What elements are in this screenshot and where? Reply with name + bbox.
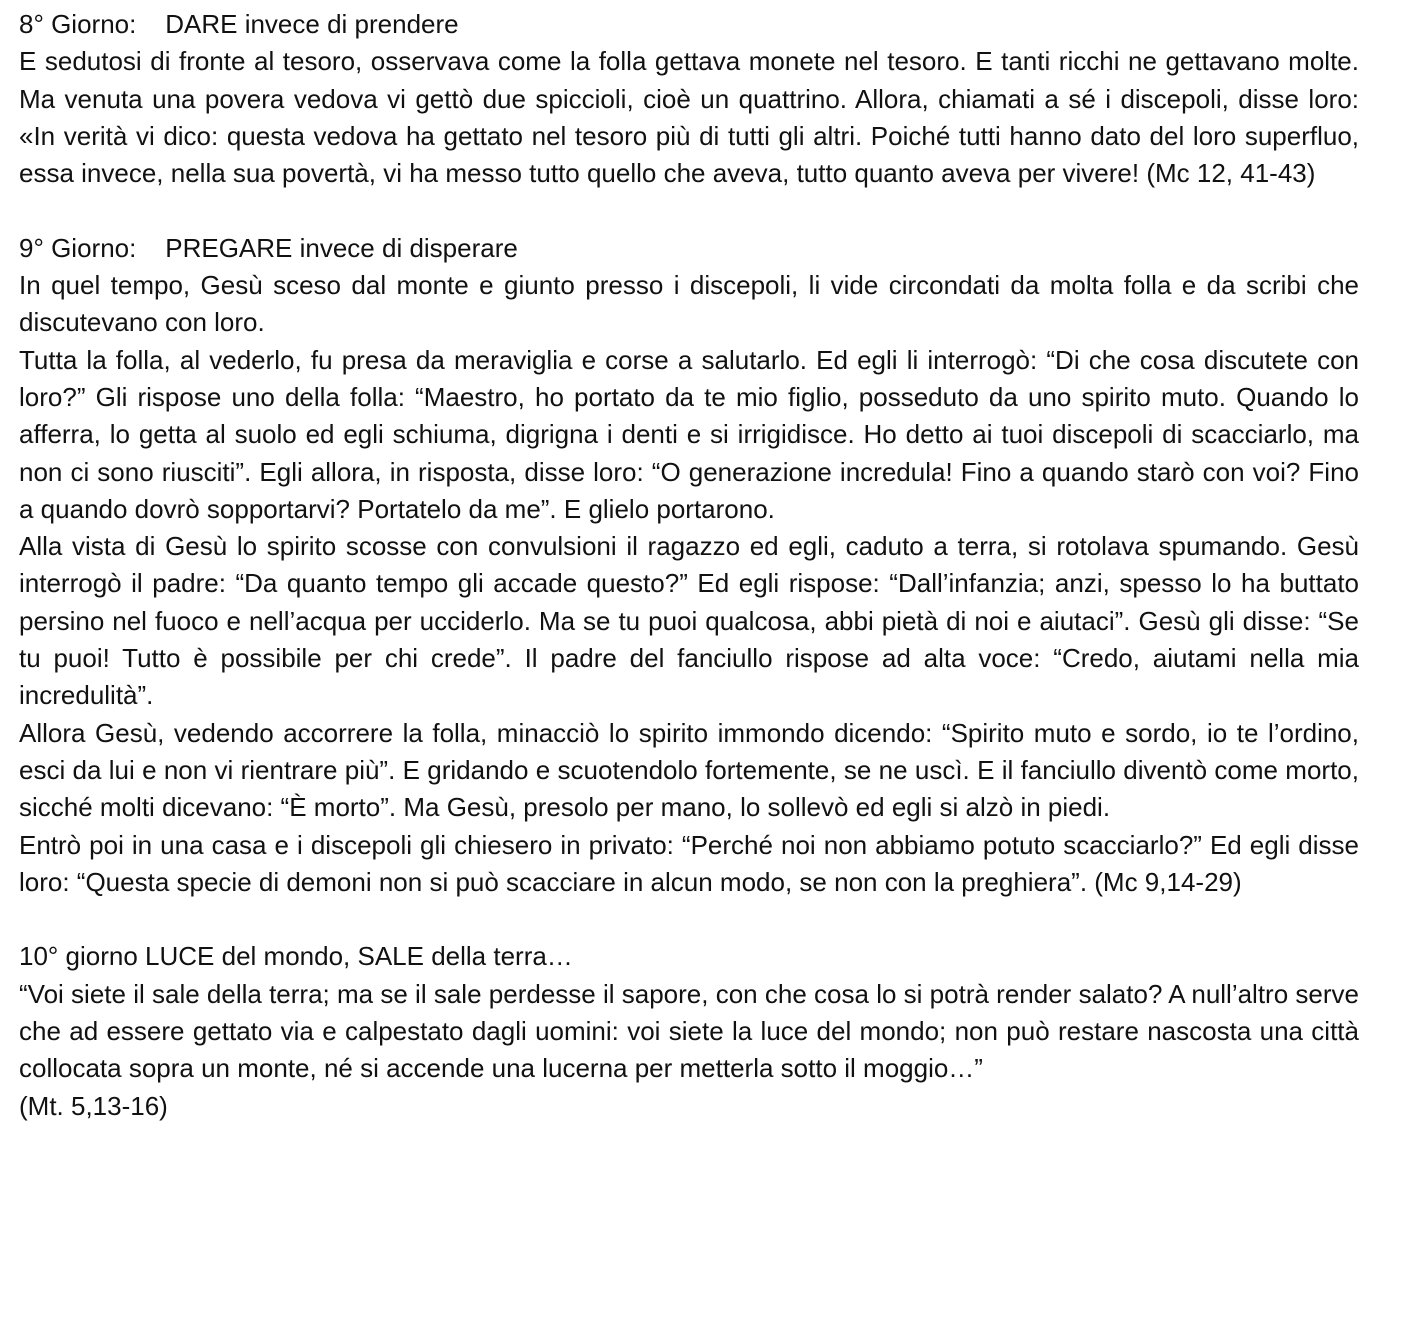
day-8-text: E sedutosi di fronte al tesoro, osservava come la folla gettava monete nel tesoro. E tanti ricchi ne gettavano molte. Ma venuta una povera vedova vi gettò due spiccioli, cioè un quattrino. Allora, chiamati a sé i discepoli, disse loro: «In verità vi dico: questa vedova ha gettato nel tesoro più di tutti gli altri. Poiché tutti hanno dato del loro superfluo, essa invece, nella sua povertà, vi ha messo tutto quello che aveva, tutto quanto aveva per vivere! (Mc 12, 41-43) xyxy=(19,46,1359,189)
document-page xyxy=(19,6,1359,1125)
spacer xyxy=(19,901,1359,938)
day-9-paragraph: Entrò poi in una casa e i discepoli gli chiesero in privato: “Perché noi non abbiamo potuto scacciarlo?” Ed egli disse loro: “Questa specie di demoni non si può scacciare in alcun modo, se non con la preghiera”. (Mc 9,14-29) xyxy=(19,829,1359,897)
spacer xyxy=(19,192,1359,229)
day-8-heading: 8° Giorno: DARE invece di prendere xyxy=(19,9,459,39)
day-9-paragraph: Tutta la folla, al vederlo, fu presa da meraviglia e corse a salutarlo. Ed egli li interrogò: “Di che cosa discutete con loro?” Gli rispose uno della folla: “Maestro, ho portato da te mio figlio, posseduto da uno spirito muto. Quando lo afferra, lo getta al suolo ed egli schiuma, digrigna i denti e si irrigidisce. Ho detto ai tuoi discepoli di scacciarlo, ma non ci sono riusciti”. Egli allora, in risposta, disse loro: “O generazione incredula! Fino a quando starò con voi? Fino a quando dovrò sopportarvi? Portatelo da me”. E glielo portarono. xyxy=(19,344,1359,524)
day-10-heading: 10° giorno LUCE del mondo, SALE della terra… xyxy=(19,941,573,972)
day-10-reference: (Mt. 5,13-16) xyxy=(19,1090,168,1121)
day-9-heading: 9° Giorno: PREGARE invece di disperare xyxy=(19,232,518,263)
day-9-paragraph: In quel tempo, Gesù sceso dal monte e giunto presso i discepoli, li vide circondati da molta folla e da scribi che discutevano con loro. xyxy=(19,270,1359,338)
day-9-paragraph: Allora Gesù, vedendo accorrere la folla, minacciò lo spirito immondo dicendo: “Spirito muto e sordo, io te l’ordino, esci da lui e non vi rientrare più”. E gridando e scuotendolo fortemente, se ne uscì. E il fanciullo diventò come morto, sicché molti dicevano: “È morto”. Ma Gesù, presolo per mano, lo sollevò ed egli si alzò in piedi. xyxy=(19,717,1359,823)
day-9-paragraph: Alla vista di Gesù lo spirito scosse con convulsioni il ragazzo ed egli, caduto a terra, si rotolava spumando. Gesù interrogò il padre: “Da quanto tempo gli accade questo?” Ed egli rispose: “Dall’infanzia; anzi, spesso lo ha buttato persino nel fuoco e nell’acqua per ucciderlo. Ma se tu puoi qualcosa, abbi pietà di noi e aiutaci”. Gesù gli disse: “Se tu puoi! Tutto è possibile per chi crede”. Il padre del fanciullo rispose ad alta voce: “Credo, aiutami nella mia incredulità”. xyxy=(19,531,1359,711)
day-10-text: “Voi siete il sale della terra; ma se il sale perdesse il sapore, con che cosa lo si potrà render salato? A null’altro serve che ad essere gettato via e calpestato dagli uomini: voi siete la luce del mondo; non può restare nascosta una città collocata sopra un monte, né si accende una lucerna per metterla sotto il moggio…” xyxy=(19,978,1359,1084)
